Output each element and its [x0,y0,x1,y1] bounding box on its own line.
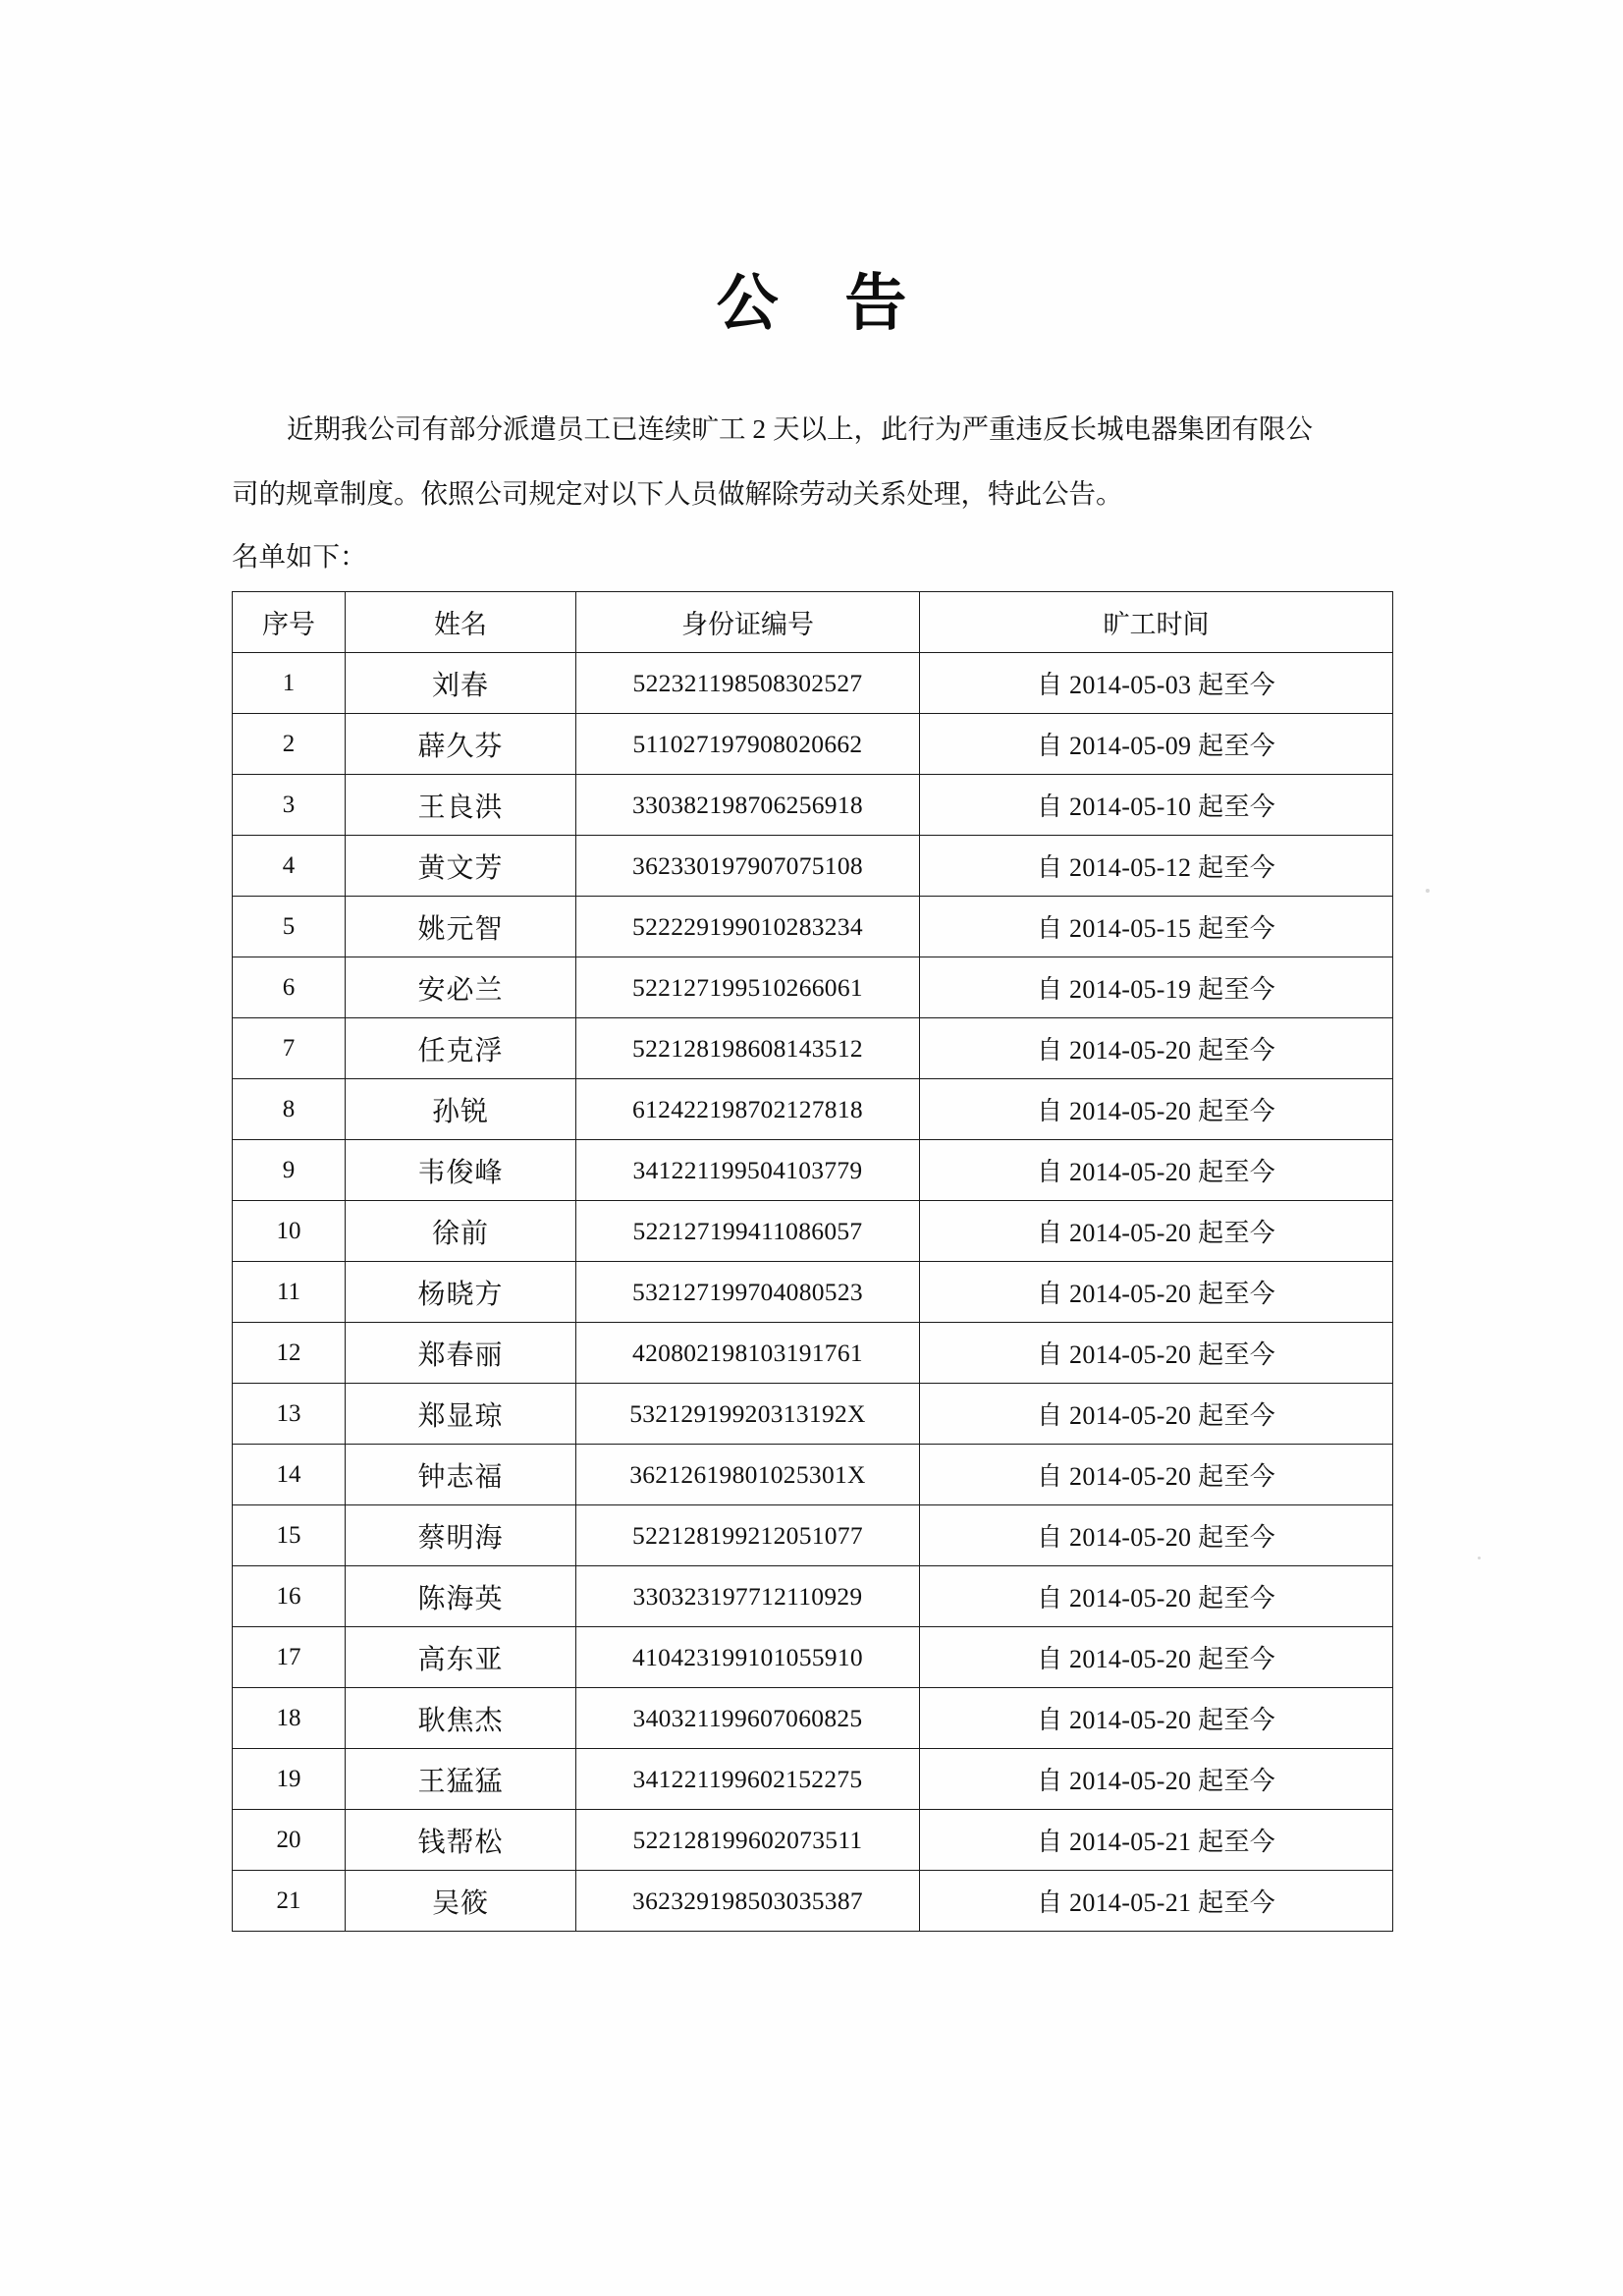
table-row [233,1445,1393,1505]
table-row [233,1749,1393,1810]
list-label: 名单如下： [232,541,367,572]
cell-absence-time: 自 2014-05-20 起至今 [920,1688,1393,1749]
column-header-id-number: 身份证编号 [576,592,920,653]
cell-absence-time: 自 2014-05-20 起至今 [920,1018,1393,1079]
cell-name: 王良洪 [346,775,576,836]
cell-absence-time: 自 2014-05-10 起至今 [920,775,1393,836]
table-row [233,1871,1393,1932]
column-header-name: 姓名 [346,592,576,653]
cell-absence-time: 自 2014-05-20 起至今 [920,1627,1393,1688]
cell-id-number: 522321198508302527 [576,653,920,714]
cell-index: 20 [233,1810,346,1871]
cell-name: 韦俊峰 [346,1140,576,1201]
cell-index: 15 [233,1505,346,1566]
table-row [233,1627,1393,1688]
cell-absence-time: 自 2014-05-20 起至今 [920,1445,1393,1505]
table-body [233,653,1393,1932]
table-row [233,1505,1393,1566]
cell-absence-time: 自 2014-05-15 起至今 [920,897,1393,957]
cell-absence-time: 自 2014-05-12 起至今 [920,836,1393,897]
table-row [233,1566,1393,1627]
table-row [233,897,1393,957]
announcement-body [232,397,1400,526]
scan-speck [1478,1557,1481,1559]
cell-absence-time: 自 2014-05-20 起至今 [920,1749,1393,1810]
cell-index: 6 [233,957,346,1018]
table-row [233,1018,1393,1079]
cell-name: 任克浮 [346,1018,576,1079]
cell-index: 5 [233,897,346,957]
cell-id-number: 522127199411086057 [576,1201,920,1262]
cell-id-number: 362329198503035387 [576,1871,920,1932]
announcement-paragraph-1: 近期我公司有部分派遣员工已连续旷工 2 天以上，此行为严重违反长城电器集团有限公 [287,413,1313,444]
cell-name: 吴筱 [346,1871,576,1932]
cell-index: 7 [233,1018,346,1079]
cell-absence-time: 自 2014-05-20 起至今 [920,1140,1393,1201]
cell-index: 3 [233,775,346,836]
cell-id-number: 522229199010283234 [576,897,920,957]
cell-index: 19 [233,1749,346,1810]
cell-index: 14 [233,1445,346,1505]
cell-index: 9 [233,1140,346,1201]
cell-id-number: 53212919920313192X [576,1384,920,1445]
table-row [233,775,1393,836]
cell-name: 刘春 [346,653,576,714]
cell-name: 郑显琼 [346,1384,576,1445]
cell-name: 黄文芳 [346,836,576,897]
table-row [233,836,1393,897]
cell-name: 钟志福 [346,1445,576,1505]
cell-absence-time: 自 2014-05-09 起至今 [920,714,1393,775]
table-row [233,1323,1393,1384]
cell-name: 王猛猛 [346,1749,576,1810]
cell-id-number: 420802198103191761 [576,1323,920,1384]
table-row [233,957,1393,1018]
cell-id-number: 522127199510266061 [576,957,920,1018]
table-row [233,1140,1393,1201]
cell-absence-time: 自 2014-05-03 起至今 [920,653,1393,714]
table-row [233,1688,1393,1749]
page-title: 公 告 [716,269,933,338]
cell-id-number: 410423199101055910 [576,1627,920,1688]
cell-absence-time: 自 2014-05-20 起至今 [920,1566,1393,1627]
cell-index: 8 [233,1079,346,1140]
cell-name: 安必兰 [346,957,576,1018]
employee-roster-table [232,591,1393,1932]
cell-absence-time: 自 2014-05-20 起至今 [920,1079,1393,1140]
cell-id-number: 362330197907075108 [576,836,920,897]
table-row [233,1201,1393,1262]
column-header-index: 序号 [233,592,346,653]
cell-absence-time: 自 2014-05-20 起至今 [920,1201,1393,1262]
scan-speck [1426,889,1430,893]
column-header-absence-time: 旷工时间 [920,592,1393,653]
cell-id-number: 341221199602152275 [576,1749,920,1810]
cell-name: 郑春丽 [346,1323,576,1384]
cell-index: 1 [233,653,346,714]
table-row [233,1079,1393,1140]
cell-name: 钱帮松 [346,1810,576,1871]
cell-id-number: 340321199607060825 [576,1688,920,1749]
cell-index: 11 [233,1262,346,1323]
cell-index: 18 [233,1688,346,1749]
cell-index: 21 [233,1871,346,1932]
cell-id-number: 330382198706256918 [576,775,920,836]
cell-absence-time: 自 2014-05-21 起至今 [920,1871,1393,1932]
cell-id-number: 522128199602073511 [576,1810,920,1871]
cell-name: 杨晓方 [346,1262,576,1323]
cell-absence-time: 自 2014-05-21 起至今 [920,1810,1393,1871]
cell-name: 耿焦杰 [346,1688,576,1749]
cell-index: 12 [233,1323,346,1384]
cell-id-number: 511027197908020662 [576,714,920,775]
cell-absence-time: 自 2014-05-20 起至今 [920,1505,1393,1566]
cell-name: 姚元智 [346,897,576,957]
table-row [233,653,1393,714]
cell-absence-time: 自 2014-05-20 起至今 [920,1384,1393,1445]
cell-name: 高东亚 [346,1627,576,1688]
cell-index: 10 [233,1201,346,1262]
table-row [233,714,1393,775]
table-row [233,1810,1393,1871]
cell-index: 16 [233,1566,346,1627]
cell-id-number: 330323197712110929 [576,1566,920,1627]
cell-index: 4 [233,836,346,897]
cell-absence-time: 自 2014-05-20 起至今 [920,1323,1393,1384]
table-row [233,1262,1393,1323]
cell-name: 薜久芬 [346,714,576,775]
cell-name: 陈海英 [346,1566,576,1627]
cell-id-number: 522128198608143512 [576,1018,920,1079]
cell-id-number: 36212619801025301X [576,1445,920,1505]
cell-name: 徐前 [346,1201,576,1262]
cell-absence-time: 自 2014-05-20 起至今 [920,1262,1393,1323]
cell-index: 13 [233,1384,346,1445]
cell-name: 孙锐 [346,1079,576,1140]
cell-index: 17 [233,1627,346,1688]
cell-id-number: 522128199212051077 [576,1505,920,1566]
cell-index: 2 [233,714,346,775]
table-row [233,1384,1393,1445]
announcement-paragraph-2: 司的规章制度。依照公司规定对以下人员做解除劳动关系处理，特此公告。 [232,478,1123,509]
cell-id-number: 612422198702127818 [576,1079,920,1140]
cell-id-number: 532127199704080523 [576,1262,920,1323]
cell-id-number: 341221199504103779 [576,1140,920,1201]
table-header-row [233,592,1393,653]
cell-absence-time: 自 2014-05-19 起至今 [920,957,1393,1018]
cell-name: 蔡明海 [346,1505,576,1566]
